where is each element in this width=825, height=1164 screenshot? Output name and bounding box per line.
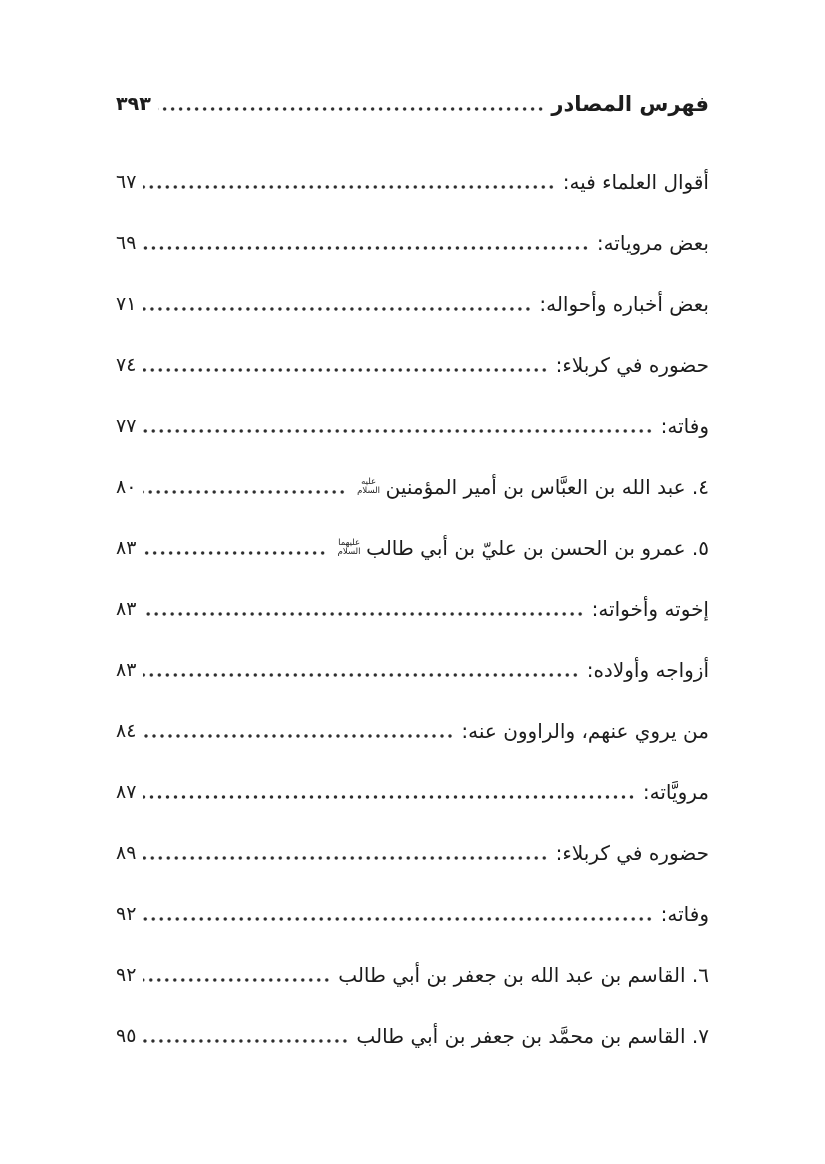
page-number: ٩٥ <box>116 1025 137 1047</box>
entry-label: بعض أخباره وأحواله: <box>539 292 709 316</box>
entry-label: ٥. عمرو بن الحسن بن عليّ بن أبي طالب <box>366 536 709 560</box>
entry-label: وفاته: <box>660 902 709 926</box>
toc-header-label: فهرس المصادر <box>551 92 709 116</box>
page-number: ٧٧ <box>116 415 137 437</box>
entry-label: مرويَّاته: <box>642 780 709 804</box>
page-number: ٨٤ <box>116 720 137 742</box>
entry-label: ٤. عبد الله بن العبَّاس بن أمير المؤمنين <box>385 475 709 499</box>
entry-label: ٦. القاسم بن عبد الله بن جعفر بن أبي طالب <box>338 963 709 987</box>
page-number: ٨٣ <box>116 537 137 559</box>
entry-label: أقوال العلماء فيه: <box>562 170 709 194</box>
dot-leader <box>143 976 331 984</box>
alayhis-salam-symbol: عليهما السلام <box>337 538 361 557</box>
page-number: ٩٢ <box>116 903 137 925</box>
dot-leader <box>143 1037 349 1045</box>
toc-entry-row <box>116 349 709 381</box>
toc-entry-row <box>116 593 709 625</box>
dot-leader <box>143 427 653 435</box>
page-number: ٨٠ <box>116 476 137 498</box>
dot-leader <box>143 793 635 801</box>
dot-leader <box>143 549 327 557</box>
toc-entry-row <box>116 715 709 747</box>
page-number: ٨٧ <box>116 781 137 803</box>
page-number: ٩٢ <box>116 964 137 986</box>
dot-leader <box>143 610 584 618</box>
page-number: ٦٩ <box>116 232 137 254</box>
dot-leader <box>143 305 532 313</box>
dot-leader <box>158 105 545 113</box>
dot-leader <box>143 854 548 862</box>
toc-entry-row <box>116 166 709 198</box>
entry-label: أزواجه وأولاده: <box>586 658 709 682</box>
page-number: ٨٩ <box>116 842 137 864</box>
dot-leader <box>143 671 579 679</box>
toc-entry-row <box>116 471 709 503</box>
dot-leader <box>143 915 653 923</box>
dot-leader <box>143 366 548 374</box>
toc-entry-row <box>116 227 709 259</box>
page-number: ٦٧ <box>116 171 137 193</box>
toc-entry-row <box>116 959 709 991</box>
entry-label: حضوره في كربلاء: <box>555 841 709 865</box>
toc-entry-row <box>116 898 709 930</box>
page-number: ٣٩٣ <box>116 93 151 115</box>
toc-entry-row <box>116 410 709 442</box>
entry-label: حضوره في كربلاء: <box>555 353 709 377</box>
dot-leader <box>143 244 589 252</box>
entry-label: بعض مروياته: <box>596 231 709 255</box>
toc-entry-row <box>116 532 709 564</box>
dot-leader <box>143 488 346 496</box>
alayhis-salam-symbol: عليه السلام <box>357 477 381 496</box>
toc-entry-row <box>116 837 709 869</box>
entry-label: إخوته وأخواته: <box>591 597 709 621</box>
toc-entry-row <box>116 1020 709 1052</box>
entry-label: وفاته: <box>660 414 709 438</box>
entry-label: ٧. القاسم بن محمَّد بن جعفر بن أبي طالب <box>356 1024 709 1048</box>
dot-leader <box>143 732 454 740</box>
page-number: ٧٤ <box>116 354 137 376</box>
toc-entry-row <box>116 654 709 686</box>
toc-list <box>116 88 709 1052</box>
page-number: ٨٣ <box>116 598 137 620</box>
page-number: ٨٣ <box>116 659 137 681</box>
toc-entry-row <box>116 776 709 808</box>
entry-label: من يروي عنهم، والراوون عنه: <box>461 719 709 743</box>
toc-header-row <box>116 88 709 120</box>
toc-entry-row <box>116 288 709 320</box>
page-number: ٧١ <box>116 293 137 315</box>
dot-leader <box>143 183 555 191</box>
